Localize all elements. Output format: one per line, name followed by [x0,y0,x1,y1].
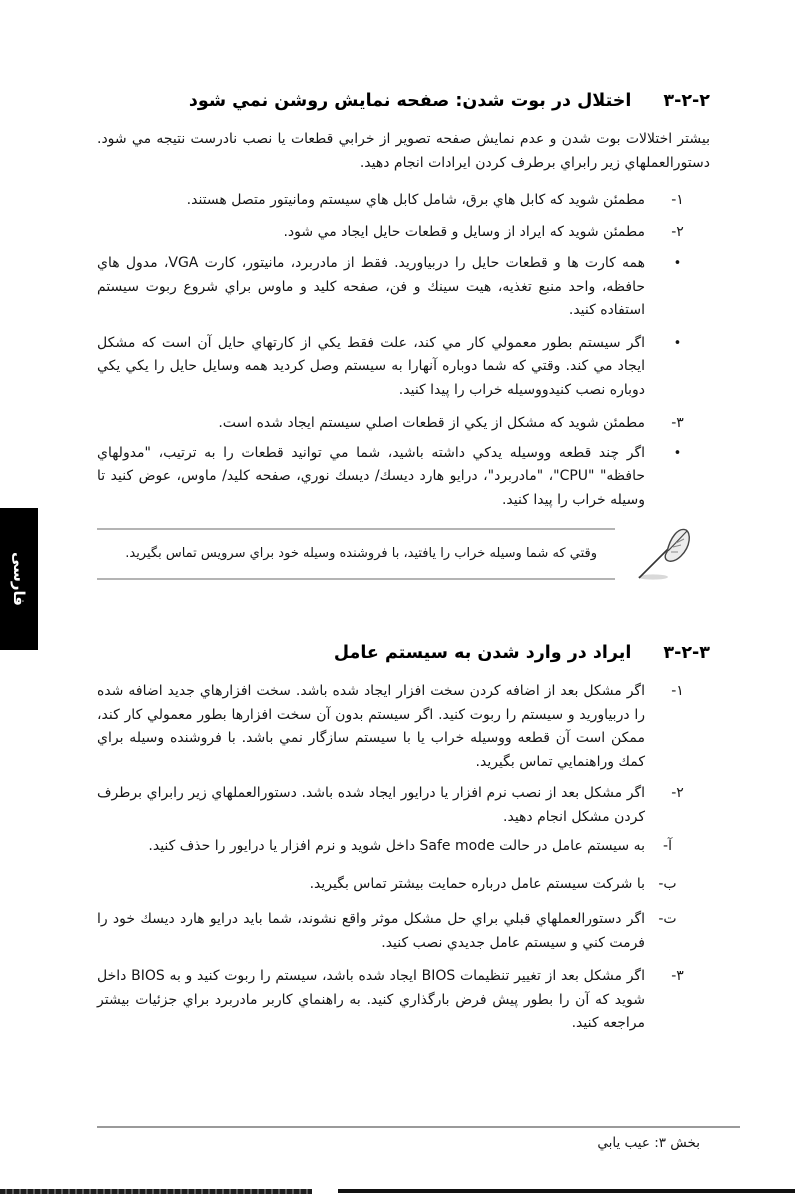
list-item [97,965,710,1036]
section-title: اختلال در بوت شدن: صفحه نمایش روشن نمي شود [188,91,632,111]
list-item [97,252,710,323]
item-text: همه کارت ها و قطعات حایل را دربیاورید. فقط از مادربرد، مانیتور، کارت VGA، مدول هاي حافظه، واحد منبع تغذیه، هیت سینك و فن، صفحه کلید و ماوس براي شروع ربوت سیستم استفاده کنید. [97,255,646,318]
page-footer [97,1126,740,1151]
item-marker: آ- [663,838,672,854]
list-item [97,442,710,513]
item-marker: ۲- [671,223,684,240]
item-marker: ت- [658,911,677,927]
list-item [97,680,710,774]
item-marker: ۳- [671,968,684,984]
section-heading [97,86,710,116]
list-item [97,782,710,829]
item-text: به سیستم عامل در حالت Safe mode داخل شوید و نرم افزار یا درایور را حذف کنید. [148,838,645,854]
footer-text: بخش ۳: عیب یابي [597,1135,700,1151]
list-item [97,221,710,245]
item-text: اگر مشکل بعد از نصب نرم افزار یا درایور ایجاد شده باشد. دستورالعملهاي زیر رابراي برطرف کردن مشکل انجام دهید. [97,785,645,825]
page-content [97,0,710,1036]
section-heading [97,638,710,668]
bullet-icon: • [673,445,682,461]
section-title: ایراد در وارد شدن به سیستم عامل [333,643,632,663]
item-text: مطمئن شوید که مشکل از یکي از قطعات اصلي سیستم ایجاد شده است. [218,415,645,431]
troubleshooting-list-1 [97,189,710,512]
bullet-icon: • [673,256,682,271]
quill-pen-icon [615,526,710,582]
language-tab-label: فارسی [10,551,28,607]
note-box [97,526,710,582]
sub-list-item [97,908,690,955]
list-item [97,189,710,213]
item-text: اگر مشکل بعد از تغییر تنظیمات BIOS ایجاد شده باشد، سیستم را ربوت کنید و به BIOS داخل شوید که آن را بطور پیش فرض بارگذاري کنید. به راهنماي کاربر مادربرد براي جزئیات بیشتر مراجعه کنید. [97,968,645,1031]
item-text: اگر مشکل بعد از اضافه کردن سخت افزار ایجاد شده باشد. سخت افزارهاي جدید اضافه شده را دربیاورید و سیستم را ربوت کنید. اگر سیستم بدون آن سخت افزارها بطور معمولي کار کند، ممکن است آن قطعه ووسیله خراب یا با سیستم سازگار نمي باشد. با فروشنده وسیله براي کمك وراهنمایي تماس بگیرید. [97,683,645,770]
item-text: اگر سیستم بطور معمولي کار مي کند، علت فقط یکي از کارتهاي حایل آن است که مشکل ایجاد مي کند. وقتي که شما دوباره آنهارا به سیستم وصل کردید همه وسایل حایل را یکي یکي دوباره نصب کنیدووسیله خراب را پیدا کنید. [97,334,645,398]
item-marker: ۲- [671,785,684,801]
section-intro-paragraph: بیشتر اختلالات بوت شدن و عدم نمایش صفحه تصویر از خرابي قطعات یا نصب نادرست نتیجه مي شود. دستورالعملهاي زیر رابراي برطرف کردن ایرادات انجام دهید. [97,131,710,171]
item-text: مطمئن شوید که کابل هاي برق، شامل کابل هاي سیستم ومانیتور متصل هستند. [186,192,645,208]
item-text: اگر چند قطعه ووسیله یدکي داشته باشید، شما مي توانید قطعات را به ترتیب، "مدولهاي حافظه" "CPU"، "مادربرد"، درایو هارد دیسك/ دیسك نوري، صفحه کلید/ ماوس، عوض کنید تا وسیله خراب را پیدا کنید. [97,444,645,508]
list-item [97,332,710,403]
item-marker: ۱- [671,683,684,699]
section-number: ۳-۲-۳ [663,643,710,663]
language-tab-farsi [0,508,38,650]
page-bottom-edge [0,1189,312,1194]
item-marker: ۱- [671,192,684,208]
section-number: ۳-۲-۲ [663,91,710,111]
item-text: مطمئن شوید که ایراد از وسایل و قطعات حایل ایجاد مي شود. [283,223,645,240]
page-bottom-edge [338,1189,795,1193]
item-marker: ب- [658,875,677,892]
sub-list-item [97,835,690,859]
sub-list-item [97,873,690,897]
troubleshooting-list-2 [97,680,710,1036]
list-item [97,412,710,436]
bullet-icon: • [673,335,682,351]
note-text: وقتي که شما وسیله خراب را یافتید، با فروشنده وسیله خود براي سرویس تماس بگیرید. [97,528,615,580]
item-text: با شرکت سیستم عامل درباره حمایت بیشتر تماس بگیرید. [309,875,645,892]
item-marker: ۳- [671,415,684,431]
item-text: اگر دستورالعملهاي قبلي براي حل مشکل موثر واقع نشوند، شما باید درایو هارد دیسك خود را فرمت کني و سیستم عامل جدیدي نصب کنید. [97,911,645,951]
